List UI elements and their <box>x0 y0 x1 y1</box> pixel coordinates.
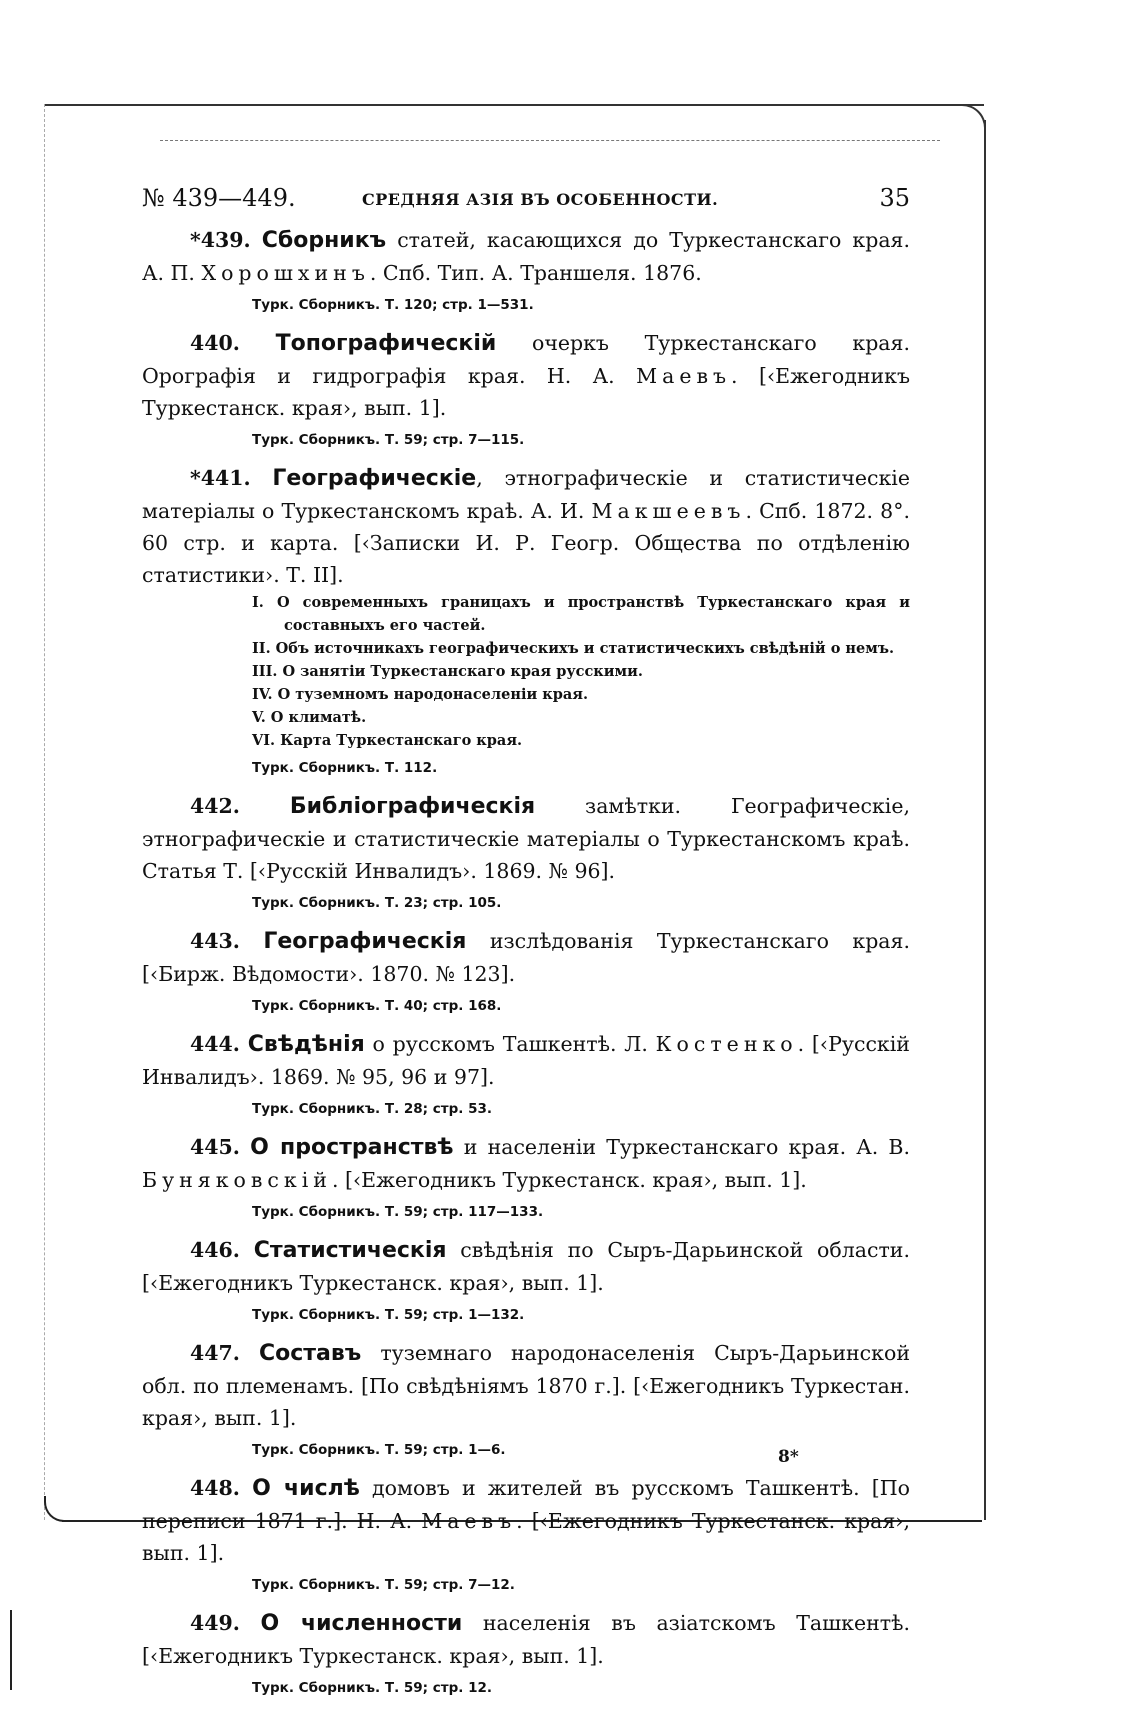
entry-447 <box>142 1337 910 1464</box>
entry-444 <box>142 1028 910 1123</box>
entry-author: Буняковскій <box>142 1168 332 1192</box>
entry-number: 448. <box>190 1476 240 1500</box>
header-entry-range: № 439—449. <box>142 184 296 212</box>
entry-number: 449. <box>190 1611 240 1635</box>
entry-body: населенія въ азіатскомъ Ташкентѣ. [‹Ежегодникъ Туркестанск. края›, вып. 1]. <box>142 1611 910 1668</box>
contents-item: III. О занятіи Туркестанскаго края русскими. <box>252 663 643 680</box>
entry-body: , этнографическіе и статистическіе матеріалы о Туркестанскомъ краѣ. А. И. <box>142 466 910 523</box>
entry-text <box>142 1028 910 1093</box>
page-number: 35 <box>879 184 910 212</box>
entry-reference: Турк. Сборникъ. Т. 59; стр. 1—132. <box>252 1307 525 1323</box>
contents-item: I. О современныхъ границахъ и пространствѣ Туркестанскаго края и составныхъ его частей. <box>252 594 910 634</box>
entry-441 <box>142 462 910 782</box>
entry-body-tail: . Спб. Тип. А. Траншеля. 1876. <box>369 261 702 285</box>
entry-body: о русскомъ Ташкентѣ. Л. <box>364 1032 656 1056</box>
entry-reference: Турк. Сборникъ. Т. 59; стр. 7—115. <box>252 432 525 448</box>
entry-443 <box>142 925 910 1020</box>
entry-keyword: Сборникъ <box>261 228 387 253</box>
entry-number: *439. <box>190 228 251 252</box>
entry-number: 446. <box>190 1238 240 1262</box>
entry-body: замѣтки. Географическіе, этнографическіе и статистическіе матеріалы о Туркестанскомъ краѣ. Статья Т. [‹Русскій Инвалидъ›. 1869. № 96]. <box>142 794 910 883</box>
contents-item: VI. Карта Туркестанскаго края. <box>252 732 523 749</box>
entry-keyword: Топографическій <box>275 331 497 356</box>
entry-author: Хорошхинъ <box>201 261 370 285</box>
entry-keyword: О числѣ <box>252 1476 360 1501</box>
entry-body-tail: . [‹Ежегодникъ Туркестанск. края›, вып. 1]. <box>142 364 910 420</box>
contents-item: II. Объ источникахъ географическихъ и статистическихъ свѣдѣній о немъ. <box>252 640 895 657</box>
page-content <box>142 184 910 1710</box>
entry-text <box>142 1131 910 1196</box>
frame-corner-top-right <box>956 104 986 134</box>
entry-reference: Турк. Сборникъ. Т. 23; стр. 105. <box>252 895 502 911</box>
contents-item: V. О климатѣ. <box>252 709 367 726</box>
entry-text <box>142 462 910 591</box>
entry-439 <box>142 224 910 319</box>
entry-text <box>142 1234 910 1299</box>
entry-reference: Турк. Сборникъ. Т. 40; стр. 168. <box>252 998 502 1014</box>
entry-body: туземнаго народонаселенія Сыръ-Дарьинской обл. по племенамъ. [По свѣдѣніямъ 1870 г.]. [‹Ежегодникъ Туркестан. края›, вып. 1]. <box>142 1341 910 1430</box>
entry-number: 442. <box>190 794 240 818</box>
contents-item: IV. О туземномъ народонаселеніи края. <box>252 686 589 703</box>
entry-text <box>142 224 910 289</box>
entry-442 <box>142 790 910 917</box>
entry-keyword: Библіографическія <box>289 794 536 819</box>
entry-reference: Турк. Сборникъ. Т. 59; стр. 12. <box>252 1680 493 1696</box>
frame-inner-dashed-rule <box>160 140 940 141</box>
entry-body-tail: . [‹Ежегодникъ Туркестанск. края›, вып. 1]. <box>331 1168 807 1192</box>
entry-keyword: Географическія <box>263 929 467 954</box>
entry-reference: Турк. Сборникъ. Т. 112. <box>252 760 438 776</box>
entry-body: свѣдѣнія по Сыръ-Дарьинской области. [‹Ежегодникъ Туркестанск. края›, вып. 1]. <box>142 1238 910 1295</box>
printer-signature-mark: 8* <box>778 1447 799 1467</box>
running-header <box>142 184 910 224</box>
entry-text <box>142 327 910 424</box>
entry-number: 440. <box>190 331 240 355</box>
entry-reference: Турк. Сборникъ. Т. 28; стр. 53. <box>252 1101 493 1117</box>
entry-445 <box>142 1131 910 1226</box>
entry-body: очеркъ Туркестанскаго края. Орографія и гидрографія края. Н. А. <box>142 331 910 388</box>
entry-keyword: Свѣдѣнія <box>247 1032 365 1057</box>
entry-number: 445. <box>190 1135 240 1159</box>
entry-449 <box>142 1607 910 1702</box>
frame-left-rule <box>44 104 45 1520</box>
entry-body: изслѣдованія Туркестанскаго края. [‹Бирж. Вѣдомости›. 1870. № 123]. <box>142 929 910 986</box>
entry-448 <box>142 1472 910 1599</box>
page-edge-mark <box>10 1610 12 1690</box>
entry-446 <box>142 1234 910 1329</box>
entry-body-tail: . [‹Русскій Инвалидъ›. 1869. № 95, 96 и 97]. <box>142 1032 910 1089</box>
entry-author: Макшеевъ <box>591 499 746 523</box>
entry-keyword: Составъ <box>258 1341 362 1366</box>
contents-list <box>252 591 910 752</box>
entry-reference: Турк. Сборникъ. Т. 59; стр. 1—6. <box>252 1442 506 1458</box>
entry-number: 444. <box>190 1032 240 1056</box>
frame-right-rule <box>984 120 986 1520</box>
entry-author: Маевъ <box>421 1509 517 1533</box>
entry-keyword: О пространствѣ <box>250 1135 454 1160</box>
entry-reference: Турк. Сборникъ. Т. 59; стр. 117—133. <box>252 1204 544 1220</box>
entry-body-tail: . [‹Ежегодникъ Туркестанск. края›, вып. 1]. <box>142 1509 910 1565</box>
entry-440 <box>142 327 910 454</box>
frame-top-rule <box>44 104 984 106</box>
entry-reference: Турк. Сборникъ. Т. 120; стр. 1—531. <box>252 297 534 313</box>
entry-text <box>142 1607 910 1672</box>
entry-keyword: Статистическія <box>253 1238 447 1263</box>
entry-body: и населеніи Туркестанскаго края. А. В. <box>453 1135 910 1159</box>
entry-text <box>142 1337 910 1434</box>
entry-text <box>142 925 910 990</box>
entry-text <box>142 1472 910 1569</box>
entry-author: Маевъ <box>636 364 732 388</box>
frame-corner-bottom-left <box>44 1496 68 1522</box>
entry-author: Костенко <box>655 1032 798 1056</box>
entry-text <box>142 790 910 887</box>
entry-reference: Турк. Сборникъ. Т. 59; стр. 7—12. <box>252 1577 515 1593</box>
entry-number: 443. <box>190 929 240 953</box>
entry-keyword: Географическіе <box>272 466 477 491</box>
entry-number: 447. <box>190 1341 240 1365</box>
entry-body: домовъ и жителей въ русскомъ Ташкентѣ. [По переписи 1871 г.]. Н. А. <box>142 1476 910 1533</box>
entry-body-tail: . Спб. 1872. 8°. 60 стр. и карта. [‹Записки И. Р. Геогр. Общества по отдѣленію статистики›. Т. II]. <box>142 499 910 587</box>
entry-number: *441. <box>190 466 251 490</box>
entry-body: статей, касающихся до Туркестанскаго края. А. П. <box>142 228 910 285</box>
entry-keyword: О численности <box>260 1611 463 1636</box>
header-section-title: СРЕДНЯЯ АЗІЯ ВЪ ОСОБЕННОСТИ. <box>362 190 719 209</box>
